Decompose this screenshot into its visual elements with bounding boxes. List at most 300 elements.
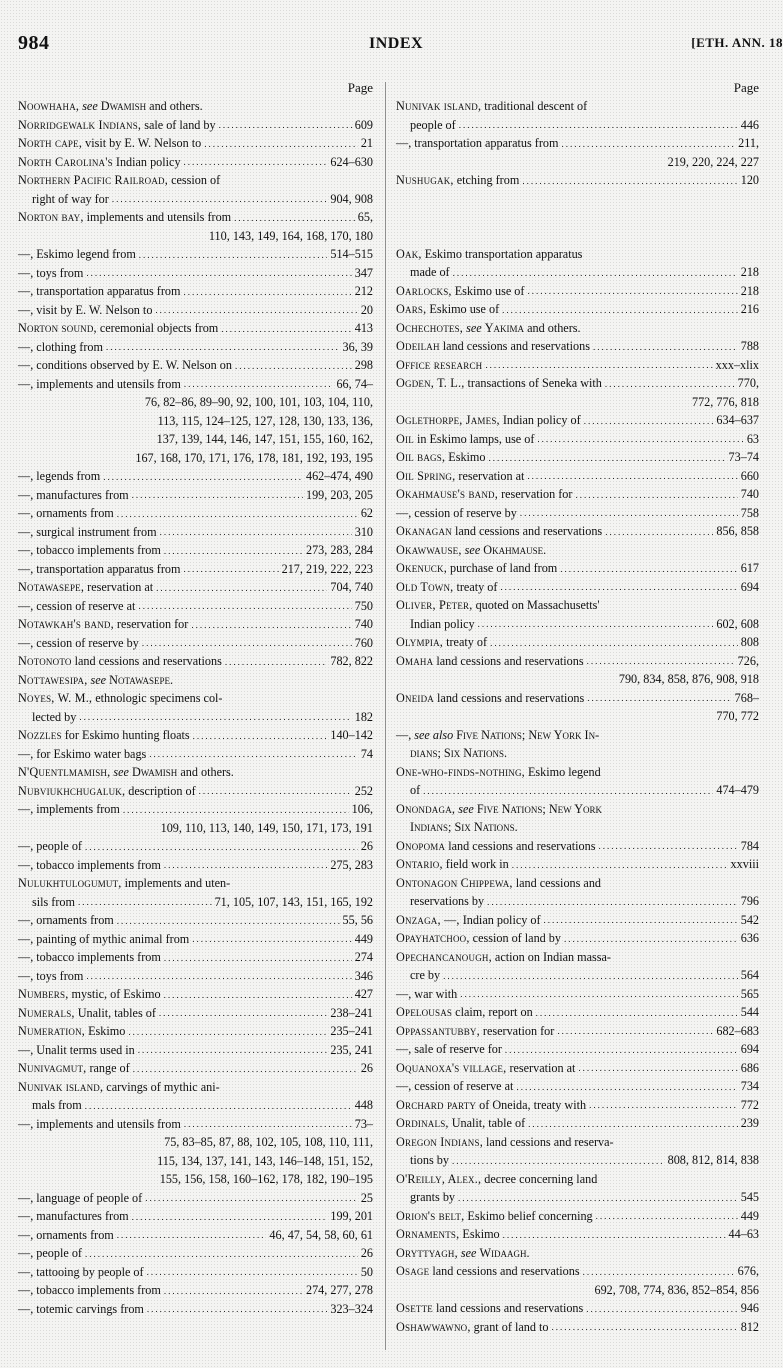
- leader-dots: [103, 473, 303, 482]
- page-references: 182: [354, 709, 373, 724]
- entry-text: decree concerning land: [484, 1171, 598, 1186]
- index-entry: [18, 560, 373, 579]
- entry-text: tobacco implements from: [36, 1283, 161, 1297]
- entry-text: ceremonial objects from: [99, 321, 219, 335]
- index-entry: [18, 486, 373, 505]
- leader-dots: [596, 1212, 738, 1221]
- entry-lead: [396, 689, 584, 708]
- entry-lead: [18, 671, 173, 690]
- entry-headword: Nottawesipa,: [18, 672, 88, 687]
- entry-headword: Oneida: [396, 690, 434, 705]
- page-references-continued: 113, 115, 124–125, 127, 128, 130, 133, 136,: [157, 413, 373, 428]
- entry-headword: Numeration,: [18, 1024, 86, 1038]
- index-entry: [18, 930, 373, 949]
- leader-dots: [183, 288, 351, 297]
- entry-first-line: [18, 375, 373, 394]
- page-references: 73–: [354, 1116, 373, 1131]
- leader-dots: [478, 620, 714, 629]
- entry-first-line: [396, 726, 759, 745]
- entry-text: manufactures from: [36, 1209, 129, 1223]
- entry-headword: Opelousas: [396, 1005, 453, 1019]
- leader-dots: [575, 491, 737, 500]
- page-references: 694: [740, 579, 759, 594]
- leader-dots: [145, 1194, 358, 1203]
- entry-lead: [396, 1114, 525, 1133]
- entry-lead: [18, 1189, 142, 1208]
- page-references: 686: [740, 1060, 759, 1075]
- entry-headword: Norridgewalk Indians,: [18, 117, 142, 132]
- entry-continuation: [396, 744, 759, 763]
- index-entry: [18, 1004, 373, 1023]
- entry-text: carvings of mythic ani-: [106, 1079, 220, 1094]
- entry-lead: [18, 1059, 130, 1078]
- leader-dots: [160, 528, 352, 537]
- index-entry: [18, 726, 373, 745]
- entry-lead: [18, 985, 161, 1004]
- entry-lead: [396, 633, 487, 652]
- reference-target: Dwamish: [132, 765, 178, 779]
- entry-list: [396, 97, 759, 1336]
- entry-text: Eskimo use of: [454, 283, 525, 298]
- index-entry: [18, 1078, 373, 1115]
- entry-text: people of: [410, 117, 456, 132]
- leader-dots: [164, 861, 328, 870]
- entry-text: and others.: [180, 765, 234, 779]
- index-entry: [18, 467, 373, 486]
- repeat-dash: —,: [18, 857, 37, 872]
- entry-first-line: [18, 264, 373, 283]
- repeat-dash: —,: [18, 1246, 37, 1260]
- leader-dots: [485, 361, 712, 370]
- index-entry: [18, 356, 373, 375]
- page-references: 347: [354, 265, 373, 280]
- entry-text: visit by E. W. Nelson to: [36, 302, 153, 317]
- repeat-dash: —,: [18, 802, 37, 816]
- entry-headword: Omaha: [396, 653, 434, 668]
- leader-dots: [564, 935, 738, 944]
- entry-headword: Oryttyagh,: [396, 1245, 458, 1260]
- entry-lead: [18, 338, 103, 357]
- leader-dots: [560, 565, 737, 574]
- entry-continuation: [18, 1096, 373, 1115]
- entry-first-line: [396, 652, 759, 671]
- entry-lead: [18, 1244, 82, 1263]
- entry-text: grants by: [410, 1190, 456, 1204]
- entry-lead: [18, 319, 218, 338]
- index-entry: [18, 652, 373, 671]
- entry-text: reservation at: [458, 468, 525, 483]
- repeat-dash: —,: [18, 1042, 37, 1057]
- index-entry: [396, 356, 759, 375]
- entry-lead: [18, 1300, 144, 1319]
- page-references-continued: 219, 220, 224, 227: [667, 154, 759, 169]
- leader-dots: [544, 916, 738, 925]
- entry-headword: Nozzles: [18, 728, 62, 742]
- page-references: 682–683: [716, 1023, 759, 1038]
- entry-continuation: [396, 263, 759, 282]
- repeat-dash: —,: [18, 247, 37, 261]
- entry-lead: [396, 1225, 500, 1244]
- index-entry: [396, 448, 759, 467]
- entry-text: surgical instrument from: [36, 524, 157, 539]
- entry-lead: [396, 1059, 575, 1078]
- entry-first-line: [396, 1077, 759, 1096]
- entry-lead: [396, 319, 581, 338]
- entry-continuation: [396, 1188, 759, 1207]
- page-references: 36, 39: [342, 339, 373, 354]
- page-references: 65,: [357, 210, 373, 224]
- entry-headword: Numbers,: [18, 987, 69, 1001]
- entry-first-line: [18, 948, 373, 967]
- entry-text: implements and uten-: [124, 876, 231, 890]
- reference-target: Dwamish: [100, 99, 147, 113]
- entry-first-line: [396, 485, 759, 504]
- entry-text: reservation for: [116, 617, 189, 631]
- entry-headword: Opechancanough,: [396, 949, 492, 964]
- repeat-dash: —,: [18, 506, 37, 520]
- entry-text: sale of reserve for: [414, 1042, 502, 1056]
- page-references: 726,: [737, 653, 759, 668]
- entry-text: Eskimo use of: [429, 302, 500, 316]
- entry-lead: [18, 1207, 129, 1226]
- entry-lead: [396, 1170, 597, 1189]
- index-entry: [396, 1244, 759, 1263]
- leader-dots: [139, 251, 328, 260]
- see-reference: see: [90, 672, 107, 687]
- entry-first-line: [396, 1262, 759, 1281]
- leader-dots: [502, 306, 738, 315]
- entry-first-line: [18, 597, 373, 616]
- page-references: 20: [360, 302, 373, 317]
- entry-text: grant of land to: [473, 1319, 549, 1334]
- index-entry: [396, 800, 759, 837]
- entry-lead: [18, 911, 114, 930]
- leader-dots: [79, 713, 351, 722]
- entry-text: of Oneida, treaty with: [479, 1097, 587, 1112]
- entry-headword: Nubviukhchugaluk,: [18, 783, 126, 798]
- index-entry: [18, 985, 373, 1004]
- entry-continuation: [396, 818, 759, 837]
- repeat-dash: —,: [18, 524, 37, 539]
- entry-headword: Orchard party: [396, 1097, 477, 1112]
- entry-text: for Eskimo water bags: [36, 746, 147, 761]
- index-entry: [18, 1226, 373, 1245]
- index-entry: [396, 726, 759, 763]
- entry-lead: [396, 578, 497, 597]
- leader-dots: [159, 1009, 327, 1018]
- entry-first-line: [18, 560, 373, 579]
- leader-dots: [459, 121, 738, 130]
- index-entry: [396, 337, 759, 356]
- entry-first-line: [18, 1244, 373, 1263]
- leader-dots: [605, 380, 735, 389]
- entry-continuation: [396, 966, 759, 985]
- entry-first-line: [18, 745, 373, 764]
- entry-lead: [396, 985, 457, 1004]
- entry-first-line: [396, 1059, 759, 1078]
- entry-continuation: [396, 781, 759, 800]
- entry-first-line: [396, 800, 759, 819]
- entry-lead: [18, 467, 100, 486]
- entry-first-line: [18, 1189, 373, 1208]
- entry-first-line: [18, 1022, 373, 1041]
- entry-continuation: [396, 1151, 759, 1170]
- leader-dots: [219, 121, 352, 130]
- page-references: 782, 822: [330, 654, 373, 668]
- entry-first-line: [396, 1114, 759, 1133]
- index-entry: [18, 1059, 373, 1078]
- entry-first-line: [396, 1207, 759, 1226]
- entry-first-line: [396, 1133, 759, 1152]
- entry-first-line: [396, 300, 759, 319]
- entry-text: land cessions and reservations: [432, 1264, 580, 1278]
- page-references: 235, 241: [330, 1042, 373, 1057]
- page-references: 252: [354, 783, 373, 798]
- leader-dots: [512, 861, 728, 870]
- leader-dots: [235, 362, 352, 371]
- entry-lead: [18, 874, 230, 893]
- index-entry: [396, 1022, 759, 1041]
- entry-headword: North cape,: [18, 136, 83, 150]
- entry-first-line: [396, 134, 759, 153]
- entry-text: lected by: [32, 709, 77, 724]
- leader-dots: [184, 158, 328, 167]
- entry-continuation: [396, 892, 759, 911]
- index-entry: [396, 578, 759, 597]
- entry-text: Eskimo belief concerning: [467, 1208, 593, 1223]
- index-entry: [18, 615, 373, 634]
- entry-first-line: [396, 929, 759, 948]
- entry-headword: Oak,: [396, 246, 422, 261]
- page-references: 545: [740, 1190, 759, 1204]
- entry-first-line: [18, 689, 373, 708]
- entry-headword: Onopoma: [396, 838, 446, 853]
- entry-lead: [396, 652, 584, 671]
- index-entry: [396, 282, 759, 301]
- page-references: 50: [360, 1264, 373, 1279]
- index-entry: [396, 541, 759, 560]
- entry-lead: [18, 726, 190, 745]
- entry-text: Indian policy: [410, 616, 475, 631]
- page-references: 946: [740, 1301, 759, 1315]
- index-entry: [396, 985, 759, 1004]
- repeat-dash: —,: [18, 376, 37, 391]
- entry-lead: [18, 1041, 135, 1060]
- leader-dots: [452, 1157, 665, 1166]
- leader-dots: [132, 491, 303, 500]
- repeat-dash: —,: [18, 746, 37, 761]
- entry-first-line: [18, 208, 373, 227]
- entry-headword: Osage: [396, 1264, 430, 1278]
- page-references: 609: [354, 117, 373, 132]
- entry-first-line: [396, 374, 759, 393]
- entry-first-line: [396, 855, 759, 874]
- entry-first-line: [396, 559, 759, 578]
- entry-headword: Ordinals,: [396, 1116, 449, 1130]
- page-references: 796: [740, 894, 759, 908]
- index-entry: [396, 134, 759, 171]
- entry-lead: [396, 1207, 593, 1226]
- entry-text: etching from: [456, 173, 520, 187]
- entry-first-line: [18, 134, 373, 153]
- entry-first-line: [18, 282, 373, 301]
- page-references: 323–324: [330, 1301, 373, 1316]
- entry-text: transactions of Seneka with: [467, 376, 602, 390]
- repeat-dash: —,: [18, 302, 37, 317]
- leader-dots: [193, 732, 328, 741]
- index-entry: [18, 578, 373, 597]
- page-references: 413: [354, 321, 373, 335]
- entry-text: traditional descent of: [484, 99, 588, 113]
- repeat-dash: —,: [18, 913, 37, 927]
- leader-dots: [423, 787, 713, 796]
- entry-text: tobacco implements from: [36, 543, 161, 557]
- leader-dots: [516, 1083, 737, 1092]
- index-entry: [18, 782, 373, 801]
- page-references: xxx–xlix: [715, 357, 759, 372]
- index-entry: [18, 1022, 373, 1041]
- entry-lead: [18, 153, 181, 172]
- page-references-continued: 137, 139, 144, 146, 147, 151, 155, 160, 162,: [156, 432, 373, 446]
- index-entry: [18, 504, 373, 523]
- entry-lead: [18, 301, 152, 320]
- entry-lead: [18, 541, 161, 560]
- leader-dots: [138, 602, 351, 611]
- see-reference: see: [460, 1245, 477, 1260]
- entry-text: quoted on Massachusetts': [475, 598, 600, 612]
- index-entry: [396, 1040, 759, 1059]
- page-references: 298: [354, 358, 373, 372]
- entry-text: Unalit, table of: [451, 1116, 526, 1130]
- entry-text: manufactures from: [36, 487, 129, 502]
- leader-dots: [599, 842, 738, 851]
- leader-dots: [106, 343, 340, 352]
- entry-text: ornaments from: [36, 1227, 114, 1242]
- entry-first-line: [18, 800, 373, 819]
- leader-dots: [155, 306, 357, 315]
- entry-first-line: [396, 541, 759, 560]
- entry-first-line: [396, 689, 759, 708]
- entry-text: Eskimo: [448, 450, 486, 464]
- index-entry: [18, 597, 373, 616]
- entry-text: reservation at: [509, 1060, 576, 1075]
- page-references-continued: 790, 834, 858, 876, 908, 918: [618, 672, 759, 686]
- entry-headword: Odeilah: [396, 339, 440, 353]
- entry-first-line: [396, 337, 759, 356]
- entry-lead: [18, 375, 181, 394]
- page-references: 218: [740, 265, 759, 279]
- entry-lead: [396, 1133, 614, 1152]
- entry-headword: N'Quentlmamish,: [18, 765, 111, 779]
- entry-first-line: [396, 578, 759, 597]
- entry-text: war with: [414, 986, 458, 1001]
- index-entry: [18, 319, 373, 338]
- entry-lead: [18, 282, 180, 301]
- index-entry: [18, 134, 373, 153]
- page-references-continued: 692, 708, 774, 836, 852–854, 856: [594, 1282, 759, 1297]
- page-references: 216: [740, 302, 759, 316]
- entry-text: transportation apparatus from: [414, 136, 559, 150]
- page-title: INDEX: [369, 35, 424, 52]
- entry-lead: [18, 97, 203, 116]
- entry-headword: Norton bay,: [18, 210, 84, 224]
- page-references: 218: [740, 283, 759, 298]
- page-references-continued: 76, 82–86, 89–90, 92, 100, 101, 103, 104, 110,: [144, 395, 373, 409]
- entry-lead: [18, 578, 153, 597]
- index-entry: [396, 874, 759, 911]
- entry-text: Eskimo legend: [527, 764, 601, 779]
- index-entry: [18, 763, 373, 782]
- entry-first-line: [396, 356, 759, 375]
- page-references: 120: [740, 173, 759, 187]
- index-entry: [396, 1133, 759, 1170]
- column-heading: Page: [347, 80, 373, 95]
- entry-headword: Okanagan: [396, 524, 452, 538]
- entry-text: ornaments from: [36, 506, 114, 520]
- entry-lead: [396, 1022, 554, 1041]
- entry-lead: [396, 763, 601, 782]
- index-entry: [396, 1299, 759, 1318]
- entry-lead: [18, 1263, 144, 1282]
- repeat-dash: —,: [396, 1079, 415, 1093]
- leader-dots: [191, 621, 351, 630]
- repeat-dash: —,: [18, 1116, 37, 1131]
- leader-dots: [199, 787, 352, 796]
- entry-first-line: [18, 856, 373, 875]
- entry-headword: Oil Spring,: [396, 468, 456, 483]
- index-entry: [18, 689, 373, 726]
- page-references: 808, 812, 814, 838: [667, 1153, 759, 1167]
- entry-lead: [18, 856, 161, 875]
- entry-first-line: [396, 245, 759, 264]
- entry-headword: Norton sound,: [18, 321, 97, 335]
- entry-headword: Okawwause,: [396, 542, 462, 557]
- entry-first-line: [396, 1022, 759, 1041]
- leader-dots: [138, 1046, 328, 1055]
- entry-continuation: [18, 708, 373, 727]
- entry-lead: [18, 356, 232, 375]
- entry-text: Indian policy: [115, 154, 181, 169]
- entry-text: reservation at: [87, 580, 154, 594]
- repeat-dash: —,: [18, 1227, 37, 1242]
- index-entry: [396, 948, 759, 985]
- page-references: 44–63: [728, 1227, 759, 1241]
- see-reference: see: [82, 99, 98, 113]
- entry-headword: Numerals,: [18, 1005, 75, 1020]
- entry-lead: [396, 282, 524, 301]
- entry-headword: Ontario,: [396, 857, 443, 871]
- index-entry: [18, 1300, 373, 1319]
- repeat-dash: —,: [396, 136, 415, 150]
- entry-lead: [396, 855, 509, 874]
- entry-lead: [18, 763, 234, 782]
- entry-lead: [18, 652, 222, 671]
- entry-first-line: [18, 338, 373, 357]
- entry-first-line: [18, 541, 373, 560]
- entry-continuation: [18, 893, 373, 912]
- page-references: 542: [740, 912, 759, 927]
- entry-first-line: [18, 153, 373, 172]
- entry-lead: [396, 726, 599, 745]
- entry-headword: Noowhaha,: [18, 99, 80, 113]
- entry-first-line: [18, 486, 373, 505]
- entry-first-line: [18, 116, 373, 135]
- entry-first-line: [396, 874, 759, 893]
- leader-dots: [147, 1305, 327, 1314]
- index-entry: [18, 967, 373, 986]
- entry-text: sale of land by: [144, 117, 216, 132]
- entry-headword: Notonoto: [18, 654, 72, 668]
